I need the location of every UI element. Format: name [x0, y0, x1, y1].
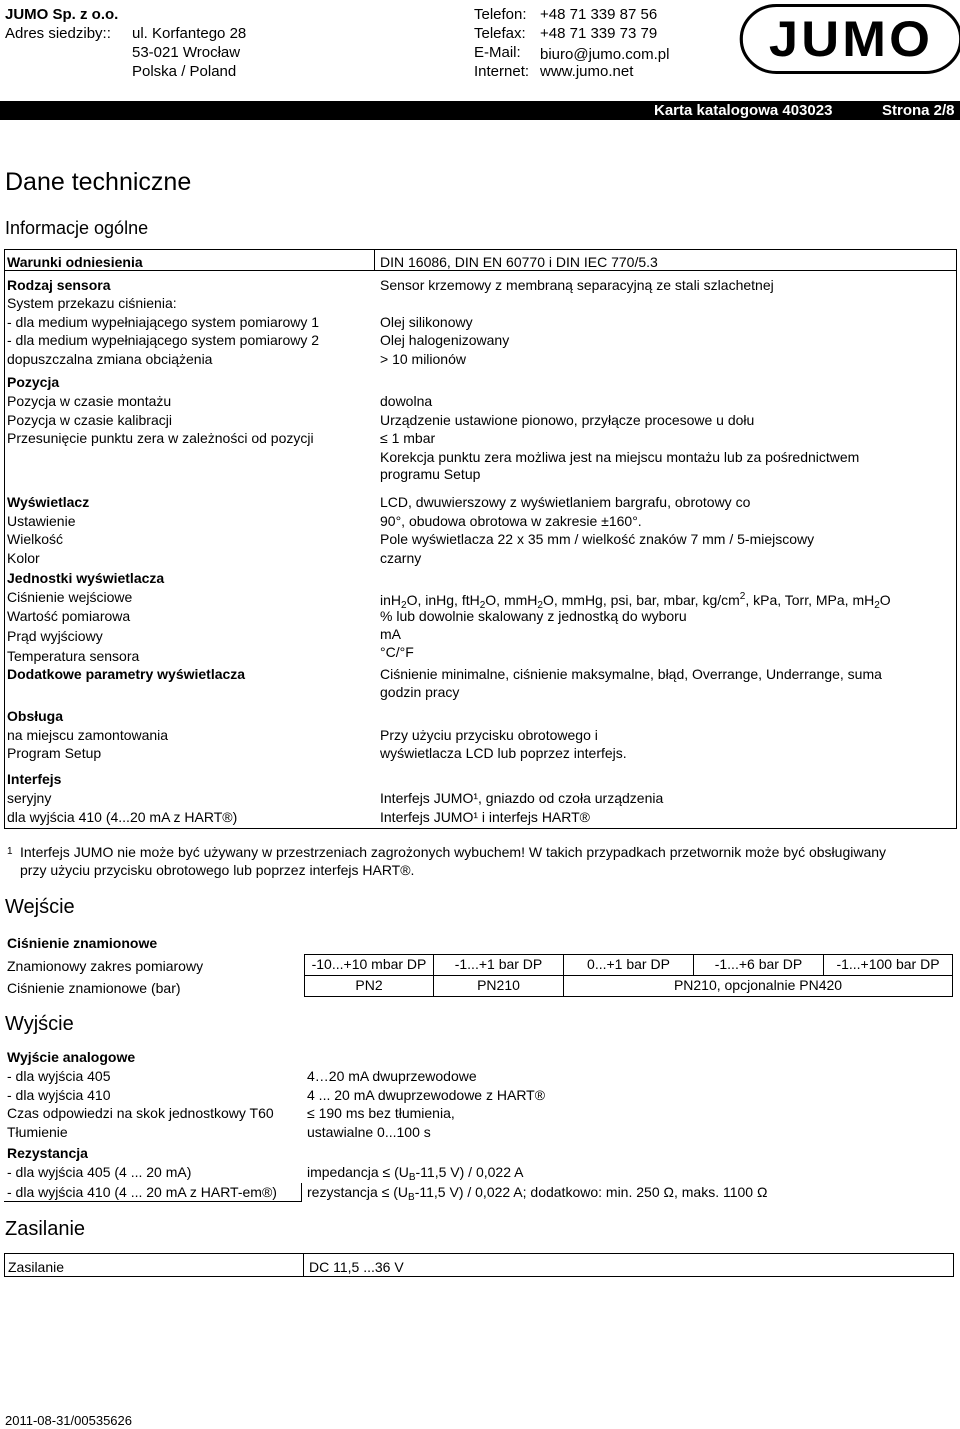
- medium1-value: Olej silikonowy: [380, 314, 473, 330]
- pn-cell: PN210: [433, 975, 564, 997]
- email-label: E-Mail:: [474, 44, 521, 61]
- resistance-label: Rezystancja: [7, 1145, 88, 1161]
- supply-label: Zasilanie: [8, 1259, 65, 1275]
- load-value: > 10 milionów: [380, 351, 466, 367]
- page-number: Strona 2/8: [882, 102, 955, 119]
- output410-label: dla wyjścia 410 (4...20 mA z HART®): [7, 809, 238, 825]
- input-pressure-units: inH$_2$O, inHg, ftH$_2$O, mmH$_2$O, mmHg, psi, bar, mbar, $kg/cm^2$, kPa, Torr, MPa, $mH_2O$: [380, 591, 891, 611]
- temp-value: °C/°F: [380, 644, 414, 660]
- position-label: Pozycja: [7, 374, 60, 390]
- damp-label: Tłumienie: [7, 1124, 68, 1140]
- current-value: mA: [380, 626, 401, 642]
- setup-value: wyświetlacza LCD lub poprzez interfejs.: [380, 745, 627, 761]
- website-link[interactable]: www.jumo.net: [540, 63, 634, 80]
- resp-value: ≤ 190 ms bez tłumienia,: [307, 1105, 455, 1121]
- extra-label: Dodatkowe parametry wyświetlacza: [7, 666, 246, 682]
- color-label: Kolor: [7, 550, 40, 566]
- footnote-line-1: Interfejs JUMO nie może być używany w przestrzeniach zagrożonych wybuchem! W takich przypadkach przetwornik może być obsługiwany: [20, 844, 887, 860]
- range-cell: -1...+6 bar DP: [693, 954, 824, 976]
- country: Polska / Poland: [132, 63, 237, 80]
- mount-value: dowolna: [380, 393, 433, 409]
- damp-value: ustawialne 0...100 s: [307, 1124, 431, 1140]
- section-input-heading: Wejście: [5, 896, 75, 918]
- pn-cell: PN210, opcjonalnie PN420: [563, 975, 953, 997]
- setting-label: Ustawienie: [7, 513, 76, 529]
- range-cell: 0...+1 bar DP: [563, 954, 694, 976]
- display-label: Wyświetlacz: [7, 494, 90, 510]
- medium2-value: Olej halogenizowany: [380, 332, 510, 348]
- extra-value-1: Ciśnienie minimalne, ciśnienie maksymalne, błąd, Overrange, Underrange, suma: [380, 666, 882, 682]
- temp-label: Temperatura sensora: [7, 648, 140, 664]
- internet-label: Internet:: [474, 63, 530, 80]
- fax-label: Telefax:: [474, 25, 526, 42]
- o405-value: 4…20 mA dwuprzewodowe: [307, 1068, 477, 1084]
- extra-value-2: godzin pracy: [380, 684, 460, 700]
- catalog-number: Karta katalogowa 403023: [654, 102, 833, 119]
- zero-value: ≤ 1 mbar: [380, 430, 436, 446]
- pn-label: Ciśnienie znamionowe (bar): [7, 980, 181, 996]
- footnote-line-2: przy użyciu przycisku obrotowego lub poprzez interfejs HART®.: [20, 862, 415, 878]
- company-name: JUMO Sp. z o.o.: [5, 6, 119, 23]
- section-general-heading: Informacje ogólne: [5, 218, 149, 238]
- divider: [374, 249, 375, 271]
- section-supply-heading: Zasilanie: [5, 1218, 86, 1240]
- zero-label: Przesunięcie punktu zera w zależności od pozycji: [7, 430, 314, 446]
- r410-value: rezystancja ≤ ($U_B-11,5$ V) / 0,022 A; dodatkowo: min. 250 Ω, maks. 1100 Ω: [307, 1184, 768, 1203]
- setup-label: Program Setup: [7, 745, 102, 761]
- onsite-label: na miejscu zamontowania: [7, 727, 169, 743]
- analog-label: Wyjście analogowe: [7, 1049, 136, 1065]
- o405-label: - dla wyjścia 405: [7, 1068, 111, 1084]
- range-cell: -1...+1 bar DP: [433, 954, 564, 976]
- page-title: Dane techniczne: [5, 168, 192, 196]
- range-label: Znamionowy zakres pomiarowy: [7, 958, 204, 974]
- city: 53-021 Wrocław: [132, 44, 241, 61]
- rated-pressure-heading: Ciśnienie znamionowe: [7, 935, 158, 951]
- input-pressure-label: Ciśnienie wejściowe: [7, 589, 133, 605]
- footnote-mark: 1: [7, 846, 13, 857]
- fax: +48 71 339 73 79: [540, 25, 658, 42]
- serial-value: Interfejs JUMO¹, gniazdo od czoła urządzenia: [380, 790, 664, 806]
- current-label: Prąd wyjściowy: [7, 628, 103, 644]
- o410-value: 4 ... 20 mA dwuprzewodowe z HART®: [307, 1087, 546, 1103]
- ref-value: DIN 16086, DIN EN 60770 i DIN IEC 770/5.3: [380, 254, 658, 270]
- calib-label: Pozycja w czasie kalibracji: [7, 412, 172, 428]
- sensor-type-value: Sensor krzemowy z membraną separacyjną ze stali szlachetnej: [380, 277, 774, 293]
- catalog-bar: [0, 101, 960, 120]
- phone-label: Telefon:: [474, 6, 527, 23]
- units-label: Jednostki wyświetlacza: [7, 570, 165, 586]
- divider: [4, 1201, 301, 1202]
- range-cell: -10...+10 mbar DP: [304, 954, 434, 976]
- r405-label: - dla wyjścia 405 (4 ... 20 mA): [7, 1164, 192, 1180]
- medium2-label: - dla medium wypełniającego system pomiarowy 2: [7, 332, 320, 348]
- calib-value: Urządzenie ustawione pionowo, przyłącze procesowe u dołu: [380, 412, 755, 428]
- interface-label: Interfejs: [7, 771, 62, 787]
- resp-label: Czas odpowiedzi na skok jednostkowy T60: [7, 1105, 274, 1121]
- mount-label: Pozycja w czasie montażu: [7, 393, 172, 409]
- size-label: Wielkość: [7, 531, 64, 547]
- section-output-heading: Wyjście: [5, 1013, 74, 1035]
- measured-value: % lub dowolnie skalowany z jednostką do wyboru: [380, 608, 687, 624]
- size-value: Pole wyświetlacza 22 x 35 mm / wielkość znaków 7 mm / 5-miejscowy: [380, 531, 815, 547]
- document-id: 2011-08-31/00535626: [5, 1413, 132, 1428]
- zero-note-1: Korekcja punktu zera możliwa jest na miejscu montażu lub za pośrednictwem: [380, 449, 860, 465]
- sensor-type-label: Rodzaj sensora: [7, 277, 111, 293]
- zero-note-2: programu Setup: [380, 466, 481, 482]
- supply-value: DC 11,5 ...36 V: [309, 1259, 404, 1275]
- onsite-value: Przy użyciu przycisku obrotowego i: [380, 727, 598, 743]
- ref-label: Warunki odniesienia: [7, 254, 143, 270]
- setting-value: 90°, obudowa obrotowa w zakresie ±160°.: [380, 513, 642, 529]
- phone: +48 71 339 87 56: [540, 6, 658, 23]
- display-value: LCD, dwuwierszowy z wyświetlaniem bargrafu, obrotowy co: [380, 494, 751, 510]
- r405-value: impedancja ≤ ($U_B-11,5$ V) / 0,022 A: [307, 1164, 524, 1183]
- operation-label: Obsługa: [7, 708, 64, 724]
- pn-cell: PN2: [304, 975, 434, 997]
- transfer-label: System przekazu ciśnienia:: [7, 295, 177, 311]
- o410-label: - dla wyjścia 410: [7, 1087, 111, 1103]
- load-label: dopuszczalna zmiana obciążenia: [7, 351, 213, 367]
- street: ul. Korfantego 28: [132, 25, 247, 42]
- color-value: czarny: [380, 550, 422, 566]
- jumo-logo: JUMO: [740, 4, 960, 74]
- address-label: Adres siedziby::: [5, 25, 111, 42]
- r410-label: - dla wyjścia 410 (4 ... 20 mA z HART-em®): [7, 1184, 277, 1200]
- divider: [301, 1183, 302, 1202]
- medium1-label: - dla medium wypełniającego system pomiarowy 1: [7, 314, 320, 330]
- range-cell: -1...+100 bar DP: [823, 954, 953, 976]
- output410-value: Interfejs JUMO¹ i interfejs HART®: [380, 809, 590, 825]
- measured-label: Wartość pomiarowa: [7, 608, 131, 624]
- serial-label: seryjny: [7, 790, 52, 806]
- email-link[interactable]: biuro@jumo.com.pl: [540, 46, 670, 63]
